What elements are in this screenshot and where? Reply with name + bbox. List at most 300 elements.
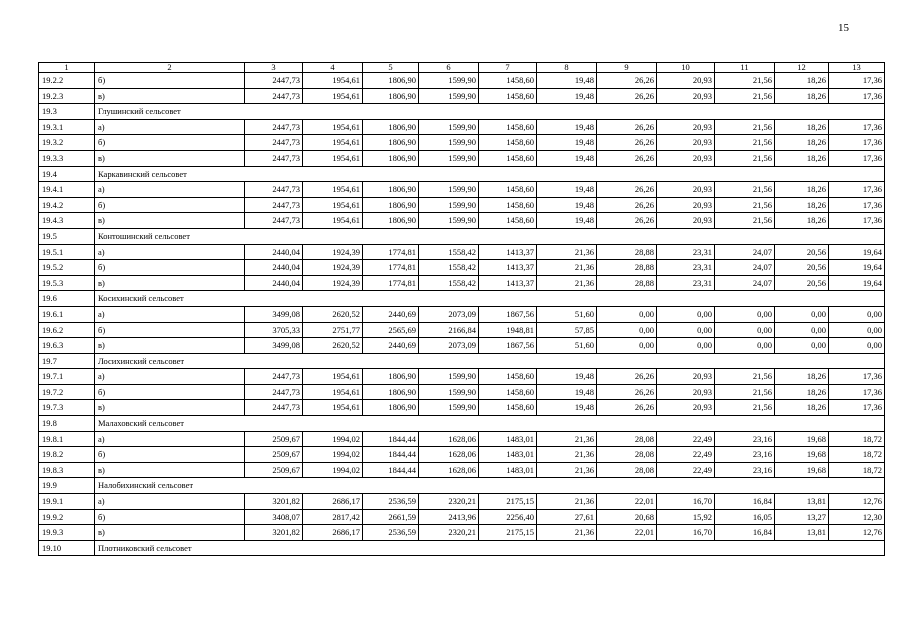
table-row [39, 150, 885, 166]
value-cell: 1954,61 [303, 369, 363, 385]
value-cell: 2817,42 [303, 509, 363, 525]
section-title: Контошинский сельсовет [95, 228, 885, 244]
value-cell: 17,36 [829, 182, 885, 198]
value-cell: 51,60 [537, 338, 597, 354]
row-subitem: б) [95, 509, 245, 525]
value-cell: 21,36 [537, 431, 597, 447]
value-cell: 18,26 [775, 369, 829, 385]
table-row [39, 73, 885, 89]
value-cell: 1954,61 [303, 400, 363, 416]
row-subitem: в) [95, 88, 245, 104]
value-cell: 2447,73 [245, 73, 303, 89]
value-cell: 2256,40 [479, 509, 537, 525]
section-row [39, 291, 885, 307]
value-cell: 0,00 [715, 306, 775, 322]
row-code: 19.5.2 [39, 260, 95, 276]
value-cell: 1458,60 [479, 197, 537, 213]
row-code: 19.3.2 [39, 135, 95, 151]
page-number: 15 [838, 22, 849, 34]
section-code: 19.7 [39, 353, 95, 369]
value-cell: 1458,60 [479, 88, 537, 104]
value-cell: 26,26 [597, 369, 657, 385]
value-cell: 2440,04 [245, 260, 303, 276]
value-cell: 2509,67 [245, 431, 303, 447]
value-cell: 21,56 [715, 73, 775, 89]
value-cell: 23,16 [715, 431, 775, 447]
row-code: 19.8.3 [39, 462, 95, 478]
value-cell: 1599,90 [419, 384, 479, 400]
value-cell: 17,36 [829, 400, 885, 416]
value-cell: 1558,42 [419, 260, 479, 276]
value-cell: 26,26 [597, 135, 657, 151]
value-cell: 17,36 [829, 150, 885, 166]
table-row [39, 322, 885, 338]
value-cell: 19,48 [537, 73, 597, 89]
value-cell: 21,36 [537, 494, 597, 510]
value-cell: 12,76 [829, 494, 885, 510]
value-cell: 19,48 [537, 213, 597, 229]
value-cell: 1483,01 [479, 431, 537, 447]
value-cell: 1806,90 [363, 88, 419, 104]
value-cell: 15,92 [657, 509, 715, 525]
section-row [39, 166, 885, 182]
value-cell: 2175,15 [479, 494, 537, 510]
value-cell: 18,26 [775, 135, 829, 151]
value-cell: 19,48 [537, 369, 597, 385]
row-code: 19.9.3 [39, 525, 95, 541]
tariff-table [38, 62, 885, 556]
row-code: 19.3.3 [39, 150, 95, 166]
value-cell: 1867,56 [479, 338, 537, 354]
value-cell: 2620,52 [303, 306, 363, 322]
value-cell: 21,56 [715, 182, 775, 198]
value-cell: 19,48 [537, 119, 597, 135]
value-cell: 16,84 [715, 494, 775, 510]
value-cell: 19,48 [537, 150, 597, 166]
column-header: 8 [537, 63, 597, 73]
column-header: 9 [597, 63, 657, 73]
value-cell: 21,36 [537, 260, 597, 276]
value-cell: 28,88 [597, 244, 657, 260]
value-cell: 19,48 [537, 384, 597, 400]
table-row [39, 213, 885, 229]
column-header: 4 [303, 63, 363, 73]
section-code: 19.6 [39, 291, 95, 307]
value-cell: 20,93 [657, 88, 715, 104]
value-cell: 21,56 [715, 384, 775, 400]
value-cell: 23,31 [657, 244, 715, 260]
row-subitem: а) [95, 244, 245, 260]
value-cell: 20,93 [657, 197, 715, 213]
row-subitem: а) [95, 494, 245, 510]
value-cell: 1806,90 [363, 369, 419, 385]
value-cell: 21,36 [537, 525, 597, 541]
column-header: 2 [95, 63, 245, 73]
value-cell: 17,36 [829, 73, 885, 89]
value-cell: 1558,42 [419, 275, 479, 291]
column-header: 1 [39, 63, 95, 73]
column-header: 7 [479, 63, 537, 73]
value-cell: 17,36 [829, 213, 885, 229]
value-cell: 0,00 [829, 306, 885, 322]
value-cell: 20,93 [657, 182, 715, 198]
section-code: 19.8 [39, 416, 95, 432]
value-cell: 27,61 [537, 509, 597, 525]
value-cell: 16,05 [715, 509, 775, 525]
value-cell: 1558,42 [419, 244, 479, 260]
row-code: 19.2.2 [39, 73, 95, 89]
value-cell: 2509,67 [245, 462, 303, 478]
value-cell: 2751,77 [303, 322, 363, 338]
value-cell: 21,56 [715, 213, 775, 229]
table-row [39, 338, 885, 354]
value-cell: 1954,61 [303, 73, 363, 89]
value-cell: 2447,73 [245, 213, 303, 229]
value-cell: 21,36 [537, 244, 597, 260]
value-cell: 26,26 [597, 150, 657, 166]
value-cell: 1954,61 [303, 150, 363, 166]
value-cell: 2447,73 [245, 88, 303, 104]
row-code: 19.2.3 [39, 88, 95, 104]
row-code: 19.9.1 [39, 494, 95, 510]
row-subitem: в) [95, 400, 245, 416]
value-cell: 1599,90 [419, 119, 479, 135]
column-header: 11 [715, 63, 775, 73]
row-code: 19.8.2 [39, 447, 95, 463]
value-cell: 2447,73 [245, 119, 303, 135]
value-cell: 0,00 [657, 322, 715, 338]
value-cell: 18,26 [775, 400, 829, 416]
value-cell: 2440,04 [245, 275, 303, 291]
row-subitem: б) [95, 322, 245, 338]
section-title: Малаховский сельсовет [95, 416, 885, 432]
value-cell: 23,31 [657, 275, 715, 291]
value-cell: 1806,90 [363, 384, 419, 400]
section-code: 19.10 [39, 540, 95, 556]
value-cell: 2565,69 [363, 322, 419, 338]
value-cell: 1458,60 [479, 213, 537, 229]
value-cell: 2509,67 [245, 447, 303, 463]
value-cell: 3201,82 [245, 525, 303, 541]
value-cell: 2175,15 [479, 525, 537, 541]
value-cell: 1948,81 [479, 322, 537, 338]
section-title: Косихинский сельсовет [95, 291, 885, 307]
value-cell: 0,00 [657, 338, 715, 354]
value-cell: 0,00 [829, 322, 885, 338]
value-cell: 0,00 [775, 306, 829, 322]
value-cell: 19,48 [537, 88, 597, 104]
row-subitem: б) [95, 73, 245, 89]
value-cell: 19,48 [537, 182, 597, 198]
value-cell: 21,36 [537, 447, 597, 463]
row-code: 19.6.3 [39, 338, 95, 354]
row-subitem: а) [95, 431, 245, 447]
section-row [39, 353, 885, 369]
value-cell: 18,72 [829, 431, 885, 447]
value-cell: 20,56 [775, 260, 829, 276]
value-cell: 21,56 [715, 88, 775, 104]
row-code: 19.7.3 [39, 400, 95, 416]
value-cell: 21,56 [715, 150, 775, 166]
value-cell: 1806,90 [363, 213, 419, 229]
row-code: 19.5.3 [39, 275, 95, 291]
value-cell: 1954,61 [303, 197, 363, 213]
value-cell: 19,68 [775, 431, 829, 447]
value-cell: 0,00 [657, 306, 715, 322]
table-row [39, 462, 885, 478]
value-cell: 19,48 [537, 135, 597, 151]
value-cell: 2686,17 [303, 525, 363, 541]
value-cell: 3499,08 [245, 306, 303, 322]
value-cell: 2073,09 [419, 338, 479, 354]
row-code: 19.9.2 [39, 509, 95, 525]
value-cell: 18,72 [829, 447, 885, 463]
row-subitem: в) [95, 275, 245, 291]
value-cell: 1954,61 [303, 182, 363, 198]
value-cell: 18,26 [775, 150, 829, 166]
table-row [39, 244, 885, 260]
value-cell: 2073,09 [419, 306, 479, 322]
value-cell: 23,31 [657, 260, 715, 276]
table-row [39, 306, 885, 322]
value-cell: 1599,90 [419, 135, 479, 151]
column-header: 5 [363, 63, 419, 73]
value-cell: 1458,60 [479, 400, 537, 416]
table-row [39, 135, 885, 151]
value-cell: 17,36 [829, 384, 885, 400]
value-cell: 20,56 [775, 275, 829, 291]
value-cell: 22,49 [657, 462, 715, 478]
value-cell: 0,00 [715, 322, 775, 338]
row-code: 19.4.2 [39, 197, 95, 213]
row-subitem: в) [95, 213, 245, 229]
value-cell: 26,26 [597, 400, 657, 416]
value-cell: 18,26 [775, 213, 829, 229]
value-cell: 22,49 [657, 447, 715, 463]
value-cell: 3705,33 [245, 322, 303, 338]
value-cell: 1458,60 [479, 182, 537, 198]
value-cell: 1599,90 [419, 400, 479, 416]
value-cell: 26,26 [597, 119, 657, 135]
value-cell: 3499,08 [245, 338, 303, 354]
value-cell: 13,81 [775, 494, 829, 510]
row-subitem: в) [95, 338, 245, 354]
value-cell: 2447,73 [245, 150, 303, 166]
section-row [39, 540, 885, 556]
value-cell: 2447,73 [245, 135, 303, 151]
value-cell: 2440,69 [363, 306, 419, 322]
value-cell: 1599,90 [419, 182, 479, 198]
value-cell: 20,93 [657, 400, 715, 416]
value-cell: 1628,06 [419, 431, 479, 447]
value-cell: 1599,90 [419, 197, 479, 213]
row-subitem: б) [95, 260, 245, 276]
value-cell: 21,56 [715, 197, 775, 213]
value-cell: 1774,81 [363, 260, 419, 276]
value-cell: 19,48 [537, 197, 597, 213]
row-subitem: а) [95, 119, 245, 135]
value-cell: 2440,69 [363, 338, 419, 354]
row-code: 19.4.3 [39, 213, 95, 229]
value-cell: 2447,73 [245, 369, 303, 385]
value-cell: 1954,61 [303, 135, 363, 151]
table-row [39, 369, 885, 385]
value-cell: 21,36 [537, 275, 597, 291]
table-row [39, 431, 885, 447]
value-cell: 16,70 [657, 494, 715, 510]
value-cell: 18,26 [775, 384, 829, 400]
table-row [39, 509, 885, 525]
value-cell: 23,16 [715, 462, 775, 478]
row-code: 19.4.1 [39, 182, 95, 198]
value-cell: 1924,39 [303, 244, 363, 260]
row-code: 19.8.1 [39, 431, 95, 447]
value-cell: 3201,82 [245, 494, 303, 510]
section-code: 19.5 [39, 228, 95, 244]
value-cell: 21,56 [715, 369, 775, 385]
value-cell: 51,60 [537, 306, 597, 322]
value-cell: 1483,01 [479, 462, 537, 478]
value-cell: 1458,60 [479, 119, 537, 135]
value-cell: 0,00 [775, 338, 829, 354]
column-header: 6 [419, 63, 479, 73]
value-cell: 1458,60 [479, 73, 537, 89]
table-body [39, 63, 885, 556]
value-cell: 1844,44 [363, 447, 419, 463]
column-header: 12 [775, 63, 829, 73]
value-cell: 2447,73 [245, 182, 303, 198]
value-cell: 26,26 [597, 213, 657, 229]
row-subitem: б) [95, 384, 245, 400]
value-cell: 18,26 [775, 119, 829, 135]
row-subitem: а) [95, 369, 245, 385]
section-code: 19.4 [39, 166, 95, 182]
value-cell: 2620,52 [303, 338, 363, 354]
value-cell: 22,01 [597, 525, 657, 541]
value-cell: 22,49 [657, 431, 715, 447]
section-title: Каркавинский сельсовет [95, 166, 885, 182]
section-title: Глушинский сельсовет [95, 104, 885, 120]
value-cell: 2320,21 [419, 494, 479, 510]
value-cell: 0,00 [597, 306, 657, 322]
row-subitem: б) [95, 447, 245, 463]
value-cell: 26,26 [597, 73, 657, 89]
value-cell: 1628,06 [419, 462, 479, 478]
value-cell: 28,88 [597, 260, 657, 276]
value-cell: 2440,04 [245, 244, 303, 260]
value-cell: 17,36 [829, 119, 885, 135]
value-cell: 1458,60 [479, 384, 537, 400]
value-cell: 1806,90 [363, 119, 419, 135]
value-cell: 20,93 [657, 73, 715, 89]
value-cell: 1483,01 [479, 447, 537, 463]
row-code: 19.7.2 [39, 384, 95, 400]
value-cell: 1458,60 [479, 369, 537, 385]
value-cell: 18,72 [829, 462, 885, 478]
value-cell: 24,07 [715, 260, 775, 276]
value-cell: 18,26 [775, 88, 829, 104]
value-cell: 13,81 [775, 525, 829, 541]
value-cell: 28,88 [597, 275, 657, 291]
value-cell: 2447,73 [245, 400, 303, 416]
value-cell: 1806,90 [363, 73, 419, 89]
value-cell: 19,64 [829, 244, 885, 260]
row-subitem: б) [95, 135, 245, 151]
row-subitem: в) [95, 525, 245, 541]
value-cell: 21,56 [715, 400, 775, 416]
value-cell: 2447,73 [245, 384, 303, 400]
value-cell: 0,00 [597, 338, 657, 354]
value-cell: 1924,39 [303, 275, 363, 291]
value-cell: 1806,90 [363, 150, 419, 166]
table-row [39, 197, 885, 213]
value-cell: 24,07 [715, 244, 775, 260]
table-row [39, 260, 885, 276]
value-cell: 13,27 [775, 509, 829, 525]
value-cell: 1954,61 [303, 119, 363, 135]
value-cell: 20,93 [657, 369, 715, 385]
value-cell: 19,68 [775, 462, 829, 478]
value-cell: 19,48 [537, 400, 597, 416]
table-row [39, 119, 885, 135]
value-cell: 18,26 [775, 73, 829, 89]
value-cell: 2166,84 [419, 322, 479, 338]
table-row [39, 182, 885, 198]
value-cell: 20,56 [775, 244, 829, 260]
value-cell: 1844,44 [363, 431, 419, 447]
section-code: 19.9 [39, 478, 95, 494]
section-row [39, 478, 885, 494]
column-header: 13 [829, 63, 885, 73]
table-row [39, 384, 885, 400]
value-cell: 2536,59 [363, 525, 419, 541]
value-cell: 20,93 [657, 213, 715, 229]
value-cell: 1806,90 [363, 400, 419, 416]
value-cell: 1628,06 [419, 447, 479, 463]
value-cell: 1599,90 [419, 213, 479, 229]
value-cell: 2536,59 [363, 494, 419, 510]
value-cell: 2320,21 [419, 525, 479, 541]
value-cell: 2686,17 [303, 494, 363, 510]
value-cell: 12,30 [829, 509, 885, 525]
section-title: Лосихинский сельсовет [95, 353, 885, 369]
value-cell: 0,00 [715, 338, 775, 354]
column-header: 3 [245, 63, 303, 73]
table-row [39, 494, 885, 510]
value-cell: 20,93 [657, 384, 715, 400]
value-cell: 28,08 [597, 462, 657, 478]
value-cell: 26,26 [597, 384, 657, 400]
section-title: Налобихинский сельсовет [95, 478, 885, 494]
row-subitem: а) [95, 182, 245, 198]
table-row [39, 88, 885, 104]
table-row [39, 525, 885, 541]
table-row [39, 447, 885, 463]
value-cell: 1599,90 [419, 88, 479, 104]
section-code: 19.3 [39, 104, 95, 120]
row-subitem: б) [95, 197, 245, 213]
section-row [39, 228, 885, 244]
value-cell: 26,26 [597, 197, 657, 213]
header-row [39, 63, 885, 73]
value-cell: 0,00 [829, 338, 885, 354]
value-cell: 20,93 [657, 119, 715, 135]
value-cell: 1844,44 [363, 462, 419, 478]
value-cell: 1994,02 [303, 431, 363, 447]
value-cell: 17,36 [829, 88, 885, 104]
section-row [39, 104, 885, 120]
value-cell: 1994,02 [303, 462, 363, 478]
